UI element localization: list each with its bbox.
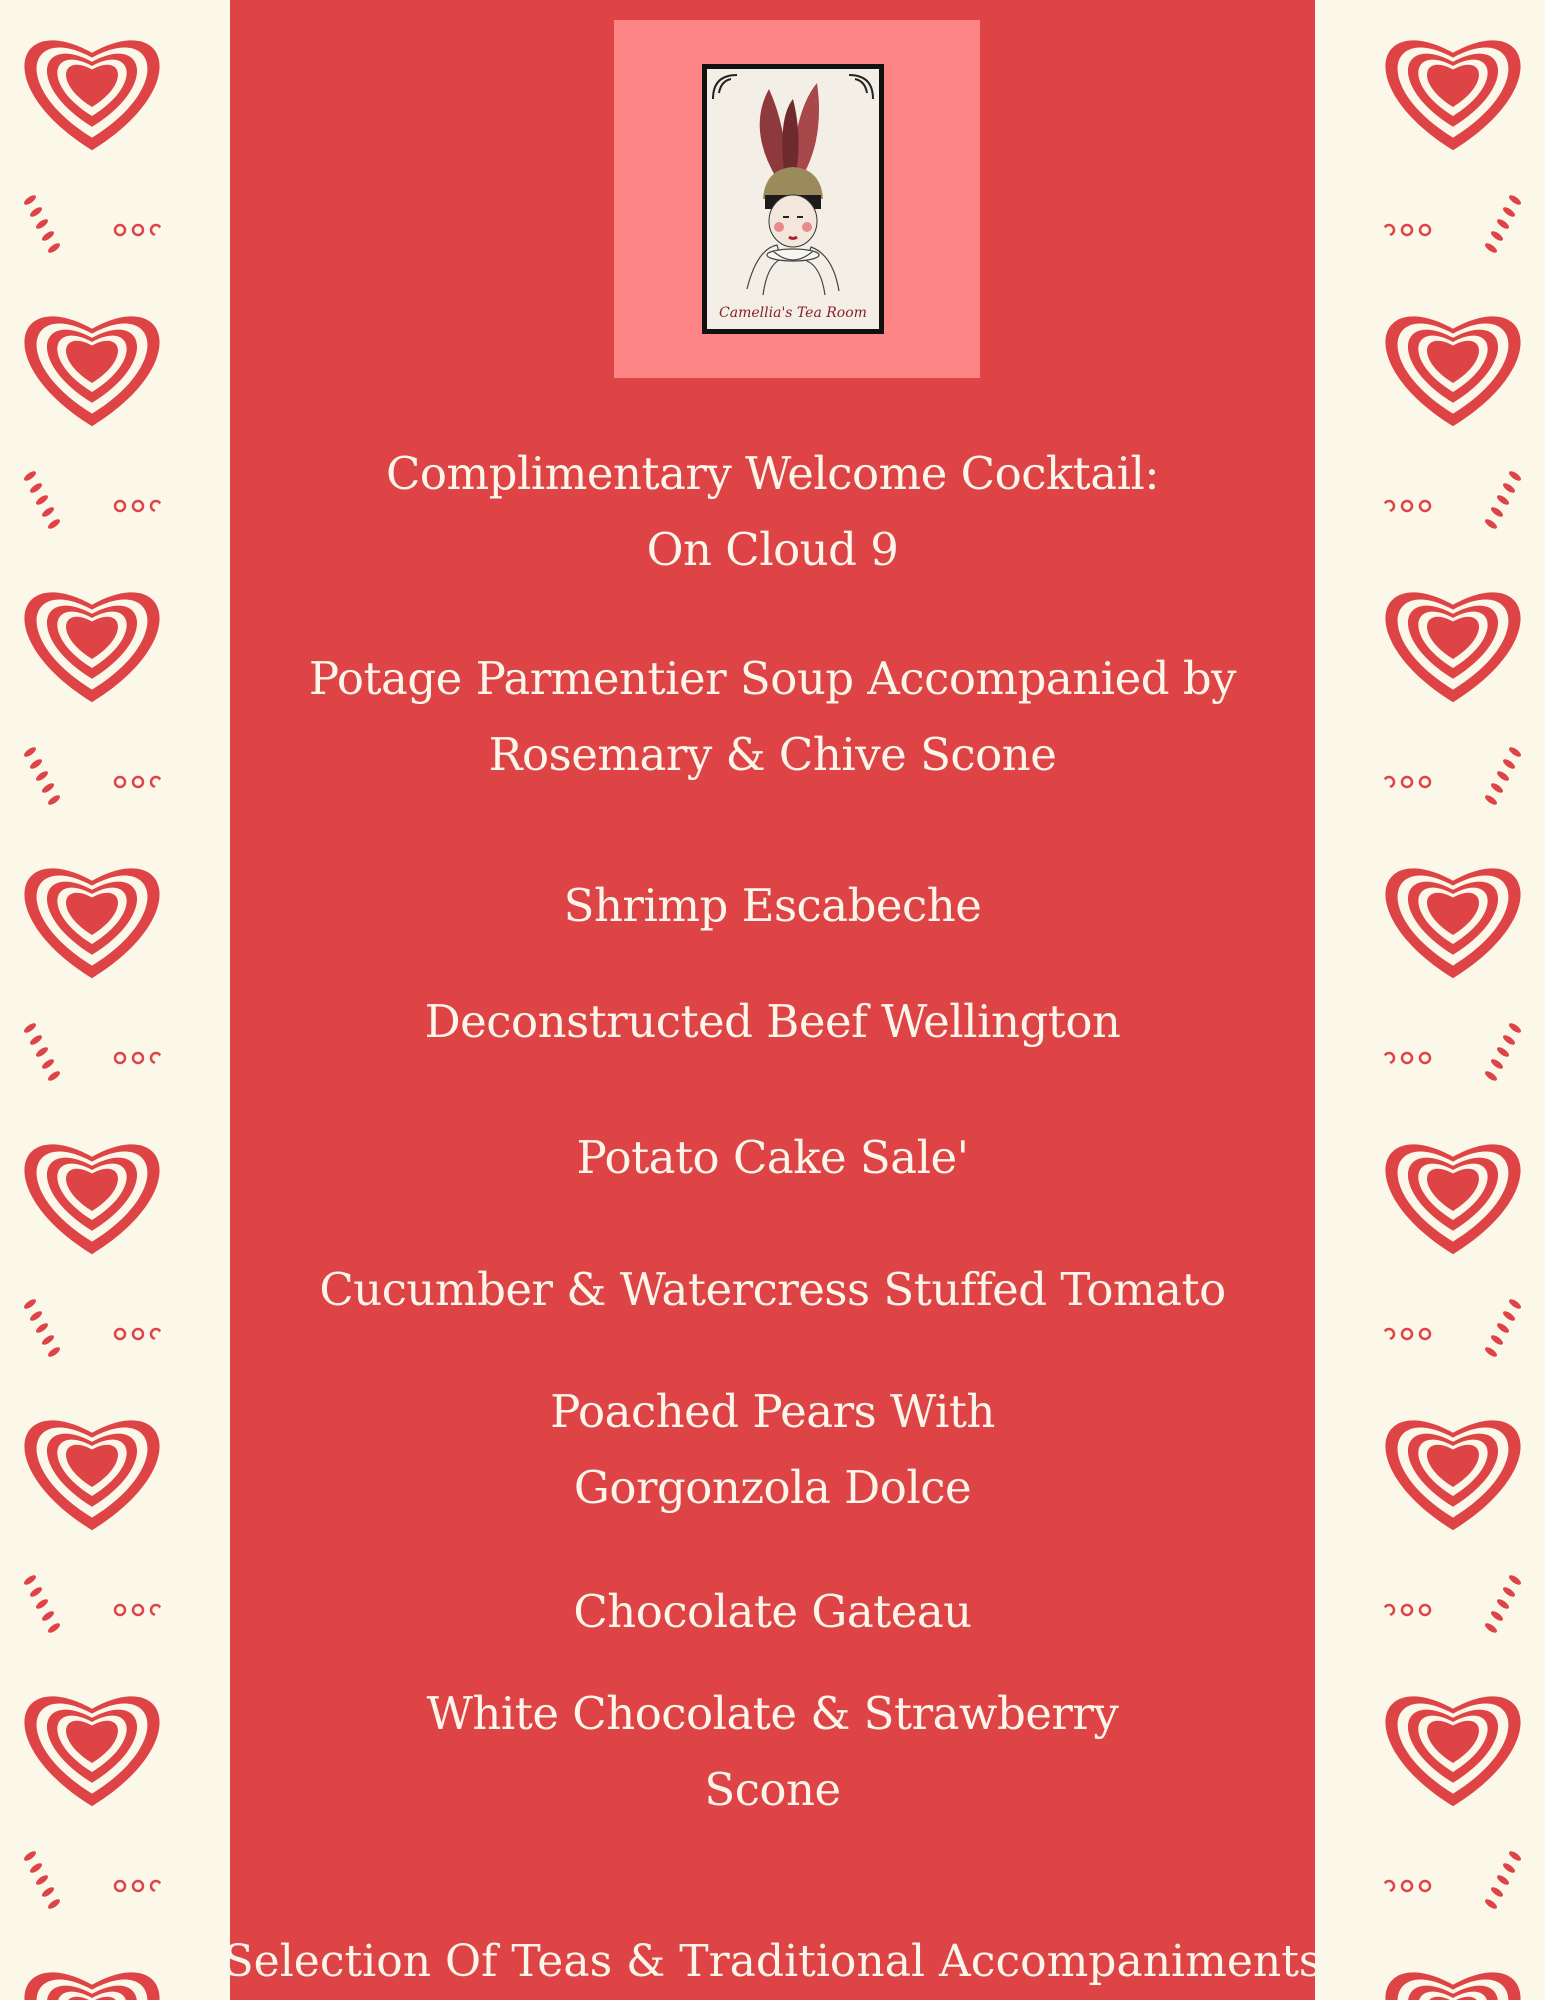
footer-teas: Selection Of Teas & Traditional Accompaniments: [223, 1936, 1322, 1987]
menu-item-shrimp: [240, 868, 1305, 944]
logo-caption: Camellia's Tea Room: [719, 305, 867, 321]
menu-item-beef: [240, 984, 1305, 1060]
left-heart-border: [0, 0, 240, 2000]
menu-line: Scone: [704, 1763, 841, 1816]
menu-item-gateau: [240, 1574, 1305, 1650]
menu-item-pears: [240, 1374, 1305, 1526]
menu-line: Deconstructed Beef Wellington: [424, 995, 1121, 1048]
menu-line: Poached Pears With: [550, 1385, 995, 1438]
menu: [240, 0, 1305, 2000]
menu-item-scone: [240, 1676, 1305, 1828]
menu-item-potato: [240, 1120, 1305, 1196]
menu-line: Cucumber & Watercress Stuffed Tomato: [319, 1263, 1226, 1316]
menu-line: Potage Parmentier Soup Accompanied by: [308, 652, 1237, 705]
menu-item-tomato: [240, 1252, 1305, 1328]
menu-item-soup: [240, 641, 1305, 793]
menu-item-cocktail: [240, 436, 1305, 588]
right-heart-border: [1305, 0, 1545, 2000]
heart-pattern-icon: [0, 0, 240, 2000]
menu-line: White Chocolate & Strawberry: [426, 1687, 1119, 1740]
menu-line: Potato Cake Sale': [576, 1131, 969, 1184]
menu-line: On Cloud 9: [646, 523, 899, 576]
menu-line: Shrimp Escabeche: [563, 879, 982, 932]
heart-pattern-icon: [1305, 0, 1545, 2000]
menu-line: Chocolate Gateau: [573, 1585, 972, 1638]
menu-line: Rosemary & Chive Scone: [488, 728, 1057, 781]
menu-line: Gorgonzola Dolce: [573, 1461, 972, 1514]
menu-line: Complimentary Welcome Cocktail:: [385, 447, 1160, 500]
